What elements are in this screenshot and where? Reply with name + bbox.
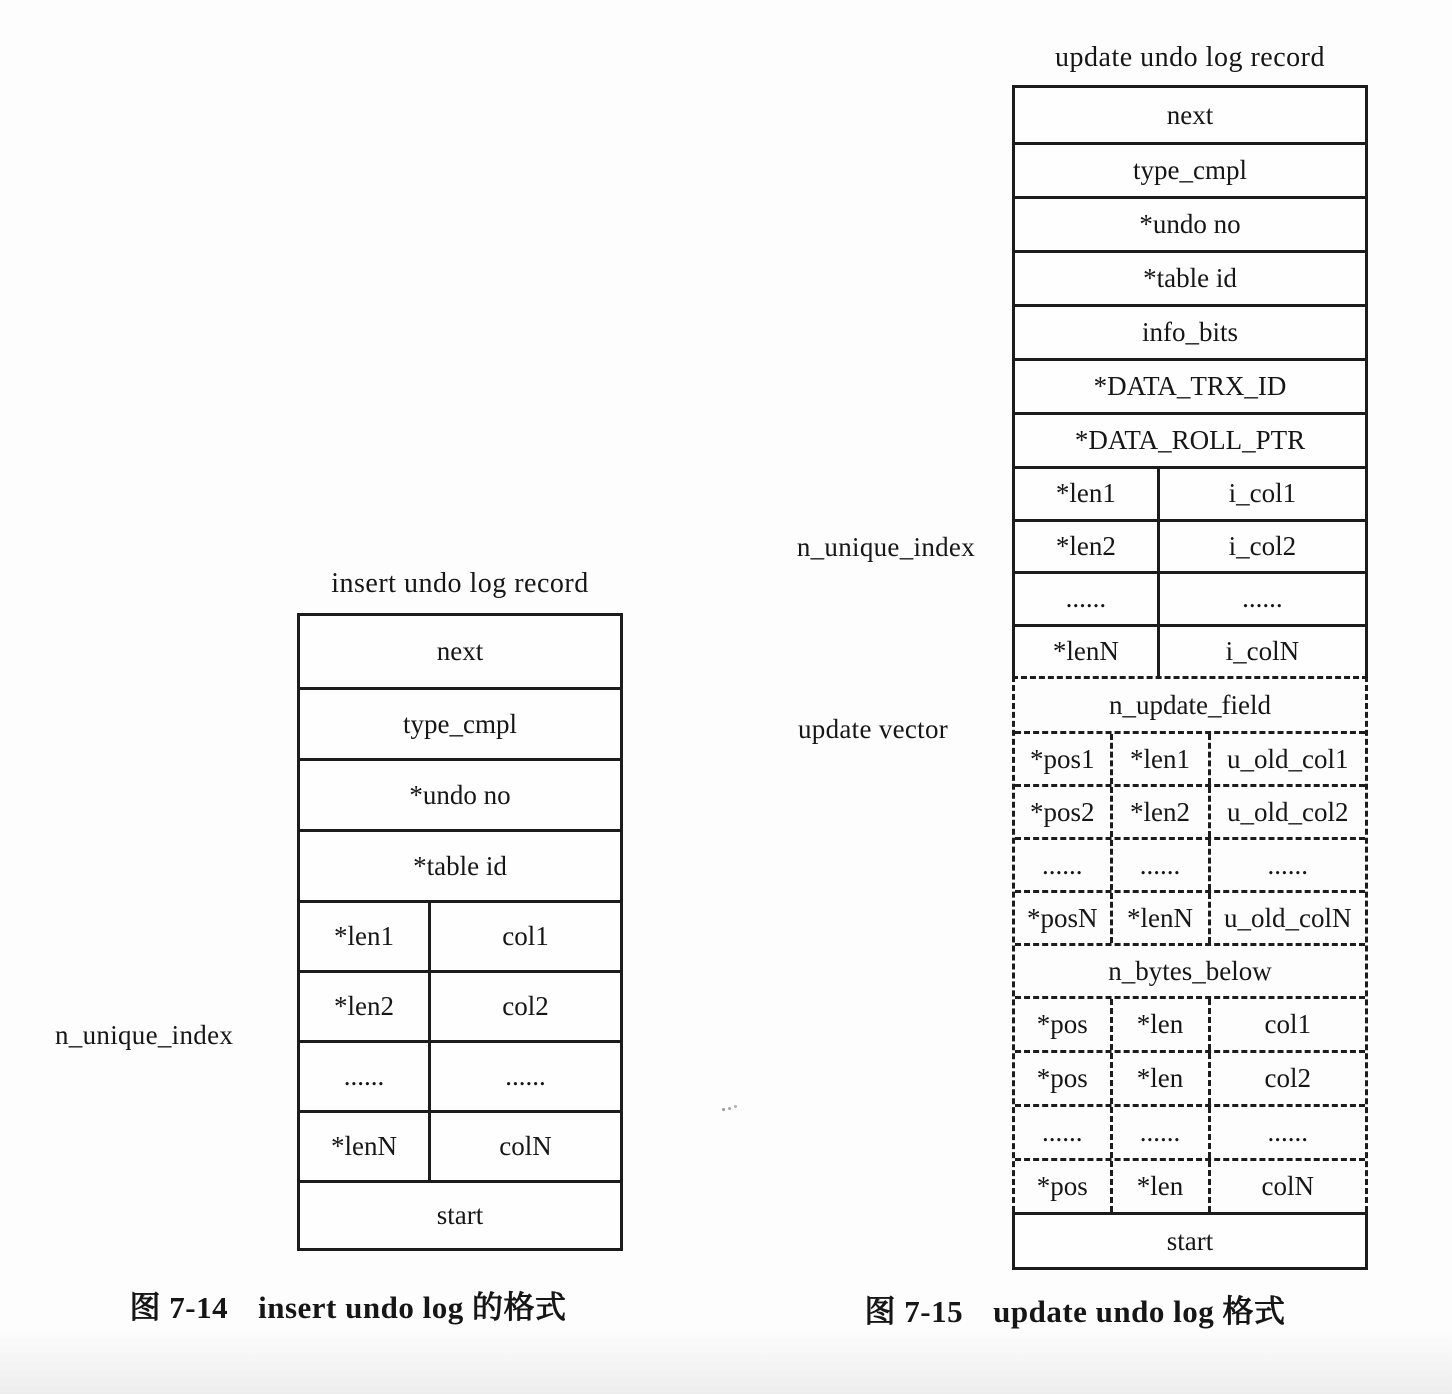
- cell-len: *len: [1110, 999, 1208, 1050]
- update-diagram-title: update undo log record: [1055, 42, 1325, 73]
- table-row: [1015, 142, 1365, 196]
- figure-caption-text: update undo log 格式: [993, 1294, 1286, 1329]
- table-row: [300, 1180, 620, 1248]
- cell-data-roll-ptr: *DATA_ROLL_PTR: [1074, 425, 1306, 455]
- update-figure-caption: [830, 1286, 1320, 1331]
- scan-artifact: [722, 1108, 725, 1111]
- update-table-start-row: [1012, 1212, 1368, 1270]
- cell-colN: colN: [1208, 1161, 1366, 1212]
- table-row: [1015, 1158, 1365, 1212]
- cell-ellipsis: ......: [1110, 1107, 1208, 1158]
- cell-pos: *pos: [1036, 1063, 1088, 1093]
- cell-len2: *len2: [334, 991, 394, 1021]
- cell-n-update-field: n_update_field: [1109, 689, 1271, 720]
- table-row: [1015, 196, 1365, 250]
- cell-len: *len: [1110, 1161, 1208, 1212]
- cell-len: *len: [1110, 1053, 1208, 1104]
- cell-u-old-col1: u_old_col1: [1208, 734, 1366, 784]
- table-row: [300, 687, 620, 758]
- cell-pos1: *pos1: [1029, 743, 1095, 774]
- table-row: [1015, 1215, 1365, 1267]
- cell-len2: *len2: [1055, 530, 1116, 561]
- cell-len1: *len1: [334, 921, 394, 951]
- cell-col2: col2: [428, 973, 620, 1040]
- update-vector-label: update vector: [798, 714, 949, 744]
- page-bottom-fade: [0, 1330, 1452, 1394]
- cell-pos2: *pos2: [1029, 796, 1095, 827]
- cell-u-old-colN: u_old_colN: [1208, 893, 1366, 943]
- cell-ellipsis: ......: [1042, 849, 1083, 880]
- table-row: [300, 829, 620, 900]
- update-n-unique-index-label: n_unique_index: [796, 532, 975, 562]
- cell-start: start: [436, 1200, 484, 1230]
- cell-type-cmpl: type_cmpl: [1133, 155, 1247, 185]
- insert-figure-caption: [88, 1282, 608, 1327]
- table-row: [1015, 1104, 1365, 1158]
- insert-diagram-title: insert undo log record: [331, 568, 589, 599]
- cell-ellipsis: ......: [1110, 840, 1208, 890]
- cell-posN: *posN: [1026, 902, 1098, 933]
- cell-lenN: *lenN: [331, 1131, 397, 1161]
- figure-number: 图 7-14: [129, 1290, 229, 1325]
- update-undo-log-table-upper: [1012, 85, 1368, 676]
- cell-len1: *len1: [1110, 734, 1208, 784]
- cell-pos: *pos: [1036, 1171, 1088, 1201]
- cell-table-id: *table id: [1143, 263, 1237, 293]
- cell-i-colN: i_colN: [1157, 627, 1365, 677]
- table-row: [1015, 624, 1365, 677]
- cell-type-cmpl: type_cmpl: [403, 708, 517, 739]
- cell-len1: *len1: [1055, 478, 1116, 509]
- table-row: [1015, 250, 1365, 304]
- cell-next: next: [436, 636, 484, 666]
- table-row: [1015, 466, 1365, 519]
- table-row: [300, 1040, 620, 1110]
- table-row: [1015, 519, 1365, 572]
- cell-undo-no: *undo no: [409, 779, 511, 810]
- table-row: [1015, 784, 1365, 837]
- table-row: [300, 1110, 620, 1180]
- table-row: [300, 758, 620, 829]
- cell-info-bits: info_bits: [1141, 317, 1238, 347]
- table-row: [1015, 679, 1365, 731]
- table-row: [1015, 88, 1365, 142]
- cell-i-col1: i_col1: [1157, 469, 1365, 519]
- cell-next: next: [1166, 99, 1214, 130]
- figure-caption-text: insert undo log 的格式: [258, 1290, 567, 1325]
- table-row: [1015, 731, 1365, 784]
- table-row: [1015, 943, 1365, 996]
- table-row: [1015, 571, 1365, 624]
- insert-n-unique-index-label: n_unique_index: [55, 1020, 234, 1050]
- cell-col1: col1: [1208, 999, 1366, 1050]
- cell-ellipsis: ......: [1065, 583, 1107, 614]
- cell-col2: col2: [1208, 1053, 1366, 1104]
- cell-data-trx-id: *DATA_TRX_ID: [1093, 371, 1287, 401]
- table-row: [1015, 837, 1365, 890]
- cell-ellipsis: ......: [428, 1043, 620, 1110]
- cell-ellipsis: ......: [1157, 574, 1365, 624]
- cell-start: start: [1166, 1225, 1214, 1256]
- cell-lenN: *lenN: [1110, 893, 1208, 943]
- cell-colN: colN: [428, 1113, 620, 1180]
- table-row: [1015, 996, 1365, 1050]
- table-row: [300, 900, 620, 970]
- table-row: [300, 616, 620, 687]
- table-row: [1015, 358, 1365, 412]
- cell-len2: *len2: [1110, 787, 1208, 837]
- table-row: [1015, 1050, 1365, 1104]
- cell-col1: col1: [428, 903, 620, 970]
- cell-pos: *pos: [1036, 1009, 1088, 1039]
- cell-ellipsis: ......: [1208, 1107, 1366, 1158]
- table-row: [300, 970, 620, 1040]
- table-row: [1015, 304, 1365, 358]
- cell-i-col2: i_col2: [1157, 522, 1365, 572]
- table-row: [1015, 412, 1365, 466]
- cell-ellipsis: ......: [1042, 1117, 1083, 1147]
- cell-lenN: *lenN: [1052, 635, 1119, 666]
- cell-table-id: *table id: [413, 850, 507, 881]
- cell-ellipsis: ......: [343, 1061, 385, 1091]
- cell-n-bytes-below: n_bytes_below: [1108, 955, 1272, 986]
- cell-ellipsis: ......: [1208, 840, 1366, 890]
- table-row: [1015, 890, 1365, 943]
- cell-u-old-col2: u_old_col2: [1208, 787, 1366, 837]
- update-vector-section: [1012, 676, 1368, 1212]
- cell-undo-no: *undo no: [1139, 209, 1241, 239]
- figure-number: 图 7-15: [864, 1294, 964, 1329]
- insert-undo-log-table: [297, 613, 623, 1251]
